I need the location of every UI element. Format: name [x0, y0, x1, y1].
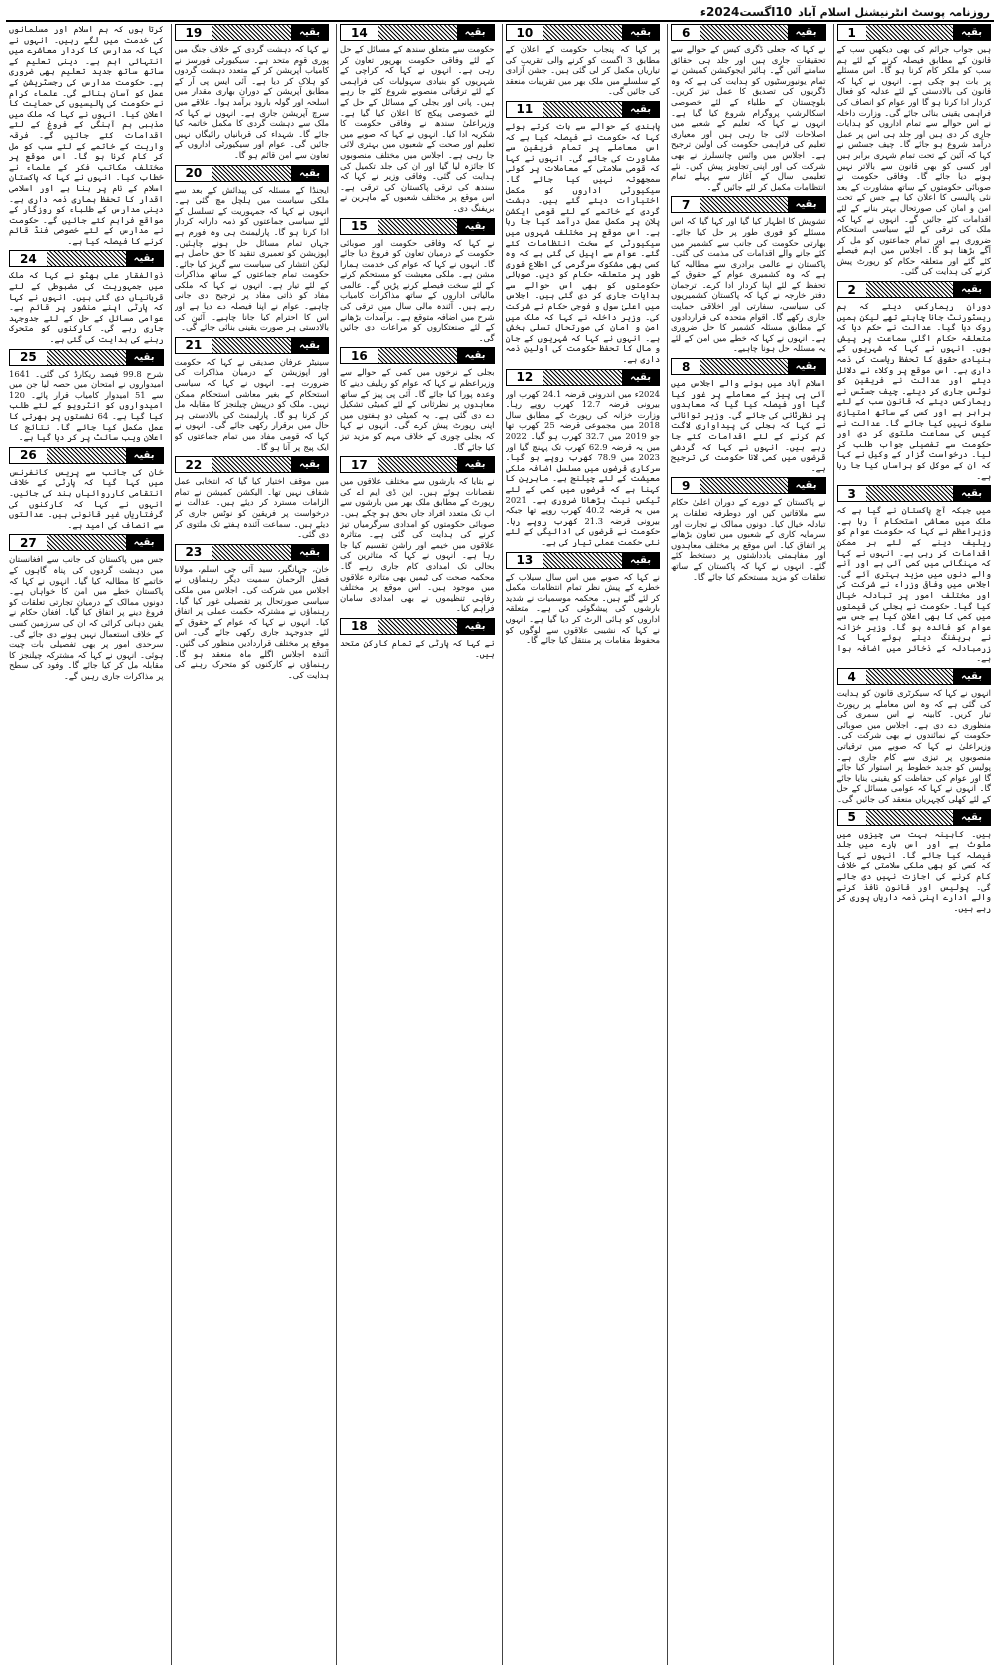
- continuation-label: بقیہ: [126, 251, 163, 266]
- continuation-header: [9, 534, 164, 551]
- continuation-header: [175, 24, 330, 41]
- column: [502, 24, 664, 1665]
- header-rule: [378, 25, 457, 40]
- continuation-number: 20: [176, 166, 213, 181]
- continuation-block: [340, 618, 495, 659]
- header-rule: [212, 457, 291, 472]
- continuation-label: بقیہ: [622, 102, 659, 117]
- header-rule: [378, 619, 457, 634]
- continuation-label: بقیہ: [622, 553, 659, 568]
- continuation-number: 15: [341, 219, 378, 234]
- continuation-block: [837, 281, 992, 481]
- header-rule: [47, 535, 126, 550]
- continuation-label: بقیہ: [622, 25, 659, 40]
- continuation-number: 11: [507, 102, 544, 117]
- header-rule: [543, 370, 622, 385]
- article-text: خان کی جانب سے پریس کانفرنس میں کہا گیا کہ پارٹی کے خلاف انتقامی کارروائیاں بند کی جائیں۔ انہوں نے کہا کہ کارکنوں کی گرفتاریاں غیر قانونی ہیں۔ عدالتوں سے انصاف کی امید ہے۔: [9, 466, 164, 530]
- article-text: اسلام آباد میں ہونے والے اجلاس میں آئی پی پیز کے معاملے پر غور کیا گیا اور فیصلہ کیا گیا کہ معاہدوں پر نظرثانی کی جائے گی۔ وزیر توانائی نے کہا کہ بجلی کی پیداواری لاگت کم کرنے کے لئے اقدامات کئے جا رہے ہیں۔ انہوں نے کہا کہ گردشی قرضوں میں کمی لانا حکومت کی ترجیح ہے۔: [671, 378, 826, 473]
- continuation-header: [837, 485, 992, 502]
- continuation-header: [9, 250, 164, 267]
- continuation-number: 21: [176, 338, 213, 353]
- continuation-header: [340, 24, 495, 41]
- continuation-number: 19: [176, 25, 213, 40]
- column: [667, 24, 829, 1665]
- article-columns: [6, 24, 994, 1665]
- continuation-header: [671, 196, 826, 213]
- continuation-block: [9, 534, 164, 681]
- continuation-header: [506, 101, 661, 118]
- continuation-block: [175, 544, 330, 681]
- continuation-number: 23: [176, 545, 213, 560]
- continuation-label: بقیہ: [291, 166, 328, 181]
- masthead: [6, 4, 994, 22]
- continuation-block: [671, 24, 826, 192]
- article-text: نے کہا کہ جعلی ڈگری کیس کے حوالے سے تحقیقات جاری ہیں اور جلد ہی حقائق سامنے آئیں گے۔ ہائیر ایجوکیشن کمیشن نے تمام یونیورسٹیوں کو ہدایت کی ہے کہ وہ ڈگریوں کی تصدیق کا عمل تیز کریں۔ بلوچستان کے طلباء کے لئے خصوصی اسکالرشپ پروگرام شروع کیا گیا ہے۔ انہوں نے کہا کہ تعلیم کے شعبے میں اصلاحات لائی جا رہی ہیں اور معیاری تعلیم کی فراہمی حکومت کی اولین ترجیح ہے۔ اجلاس میں وائس چانسلرز نے بھی شرکت کی اور اپنی تجاویز پیش کیں۔ نئے تعلیمی سال کے آغاز سے پہلے تمام انتظامات مکمل کر لئے جائیں گے۔: [671, 44, 826, 192]
- continuation-number: 14: [341, 25, 378, 40]
- continuation-label: بقیہ: [457, 25, 494, 40]
- column: [833, 24, 995, 1665]
- continuation-number: 9: [672, 478, 700, 493]
- header-rule: [866, 486, 953, 501]
- header-rule: [378, 348, 457, 363]
- continuation-block: [671, 358, 826, 473]
- header-rule: [543, 25, 622, 40]
- continuation-block: [837, 24, 992, 277]
- header-rule: [700, 478, 787, 493]
- article-text: نے کہا کہ دہشت گردی کے خلاف جنگ میں پوری قوم متحد ہے۔ سیکیورٹی فورسز نے کامیاب آپریشن کر کے متعدد دہشت گردوں کو ہلاک کر دیا ہے۔ آئی ایس پی آر کے مطابق آپریشن کے دوران بھاری مقدار میں اسلحہ اور گولہ بارود برآمد ہوا۔ علاقے میں سرچ آپریشن جاری ہے۔ انہوں نے کہا کہ ملک سے دہشت گردی کا مکمل خاتمہ کیا جائے گا۔ شہداء کی قربانیاں رائیگاں نہیں جائیں گی۔ عوام اور سیکیورٹی اداروں کے تعاون سے امن قائم ہو گا۔: [174, 44, 329, 160]
- article-text: ذوالفقار علی بھٹو نے کہا کہ ملک میں جمہوریت کی مضبوطی کے لئے قربانیاں دی گئی ہیں۔ انہوں نے کہا کہ پارٹی اپنے منشور پر قائم ہے۔ عوامی مسائل کے حل کے لئے جدوجہد جاری رہے گی۔ کارکنوں کو متحرک رہنے کی ہدایت کی گئی ہے۔: [9, 270, 164, 345]
- article-text: نے کہا کہ پارٹی کے تمام کارکن متحد ہیں۔: [340, 637, 495, 659]
- continuation-header: [506, 24, 661, 41]
- continuation-label: بقیہ: [126, 448, 163, 463]
- continuation-block: [837, 668, 992, 805]
- article-text: شرح 99.8 فیصد ریکارڈ کی گئی۔ 1641 امیدواروں نے امتحان میں حصہ لیا جن میں سے 51 امیدوار کامیاب قرار پائے۔ 120 امیدواروں کو انٹرویو کے لئے طلب کیا گیا ہے۔ 64 نشستوں پر بھرتی کا عمل مکمل کیا جائے گا۔ نتائج کا اعلان ویب سائٹ پر کر دیا گیا ہے۔: [9, 368, 164, 443]
- article-text: ہیں۔ کابینہ بہت سی چیزوں میں ملوث ہے اور اس بارے میں جلد فیصلہ کیا جائے گا۔ انہوں نے کہا کہ کسی کو بھی ملکی سلامتی کے خلاف کام کرنے کی اجازت نہیں دی جائے گی۔ پولیس اور قانون نافذ کرنے والے ادارے اپنی ذمہ داریاں پوری کر رہے ہیں۔: [836, 828, 991, 913]
- article-text: دوران ریمارکس دیئے کہ ہم ریسٹورنٹ جانا چاہتے تھے لیکن ہمیں روک دیا گیا۔ عدالت نے حکم دیا کہ متعلقہ حکام اگلی سماعت پر پیش ہوں۔ انہوں نے کہا کہ شہریوں کے بنیادی حقوق کا تحفظ ریاست کی ذمہ داری ہے۔ اس موقع پر وکلاء نے دلائل دیئے اور عدالت نے فریقین کو نوٹس جاری کر دیئے۔ چیف جسٹس نے ریمارکس دیئے کہ قانون سب کے لئے برابر ہے اور کسی کے ساتھ امتیازی سلوک نہیں کیا جائے گا۔ عدالت نے کیس کی سماعت ملتوی کر دی اور حکومت سے تفصیلی جواب طلب کر لیا۔ درخواست گزار کے وکیل نے کہا کہ ان کے موکل کو ہراساں کیا جا رہا ہے۔: [836, 301, 991, 481]
- continuation-number: 16: [341, 348, 378, 363]
- continuation-number: 24: [10, 251, 47, 266]
- continuation-number: 12: [507, 370, 544, 385]
- continuation-number: 27: [10, 535, 47, 550]
- continuation-block: [175, 165, 330, 333]
- header-rule: [47, 251, 126, 266]
- header-rule: [866, 810, 953, 825]
- continuation-block: [506, 369, 661, 548]
- continuation-header: [175, 544, 330, 561]
- continuation-label: بقیہ: [291, 545, 328, 560]
- article-text: پابندی کے حوالے سے بات کرتے ہوئے کہا کہ حکومت نے فیصلہ کیا ہے کہ اس معاملے پر تمام فریقین سے مشاورت کی جائے گی۔ انہوں نے کہا کہ قومی سلامتی کے معاملات پر کوئی سمجھوتہ نہیں کیا جائے گا۔ سیکیورٹی اداروں کو مکمل اختیارات دیئے گئے ہیں۔ دہشت گردی کے خاتمے کے لئے قومی ایکشن پلان پر مکمل عمل درآمد کیا جا رہا ہے۔ اس موقع پر مختلف شہروں میں سیکیورٹی کے سخت انتظامات کئے گئے۔ عوام سے اپیل کی گئی ہے کہ وہ کسی بھی مشکوک سرگرمی کی اطلاع فوری طور پر متعلقہ حکام کو دیں۔ صوبائی حکومتوں کو بھی اس حوالے سے ہدایات جاری کر دی گئی ہیں۔ اجلاس میں اعلیٰ سول و فوجی حکام نے شرکت کی۔ وزیر داخلہ نے کہا کہ ملک میں امن و امان کی صورتحال تسلی بخش ہے۔ انہوں نے کہا کہ شہریوں کے جان و مال کا تحفظ حکومت کی اولین ذمہ داری ہے۔: [505, 120, 660, 365]
- continuation-header: [506, 552, 661, 569]
- header-rule: [378, 219, 457, 234]
- continuation-number: 22: [176, 457, 213, 472]
- article-text: ایجنڈا کے مسئلہ کی پیدائش کے بعد سے ملکی سیاست میں ہلچل مچ گئی ہے۔ انہوں نے کہا کہ جمہوریت کے تسلسل کے لئے سیاسی جماعتوں کو ذمہ دارانہ کردار ادا کرنا ہو گا۔ پارلیمنٹ ہی وہ فورم ہے جہاں تمام مسائل حل ہونے چاہئیں۔ اپوزیشن کو تعمیری تنقید کا حق حاصل ہے لیکن انتشار کی سیاست سے گریز کیا جائے۔ حکومت تمام جماعتوں کے ساتھ مذاکرات کے لئے تیار ہے۔ انہوں نے کہا کہ ملکی مفاد کو ذاتی مفاد پر ترجیح دی جانی چاہیے۔ عوام نے اپنا فیصلہ دے دیا ہے اور اس کا احترام کیا جانا چاہیے۔ آئین کی بالادستی ہر صورت یقینی بنائی جائے گی۔: [174, 184, 329, 333]
- header-rule: [700, 359, 787, 374]
- continuation-header: [671, 24, 826, 41]
- article-text: تشویش کا اظہار کیا گیا اور کہا گیا کہ اس مسئلے کو فوری طور پر حل کیا جائے۔ بھارتی حکومت کی جانب سے کشمیر میں کئے جانے والے اقدامات کی مذمت کی گئی۔ پاکستان نے عالمی برادری سے مطالبہ کیا ہے کہ وہ کشمیری عوام کے حقوق کے تحفظ کے لئے اپنا کردار ادا کرے۔ ترجمان دفتر خارجہ نے کہا کہ پاکستان کشمیریوں کی سیاسی، سفارتی اور اخلاقی حمایت جاری رکھے گا۔ اقوام متحدہ کی قراردادوں کے مطابق مسئلہ کشمیر کا حل ضروری ہے۔ انہوں نے کہا کہ خطے میں امن کے لئے یہ مسئلہ حل ہونا چاہیے۔: [671, 216, 826, 354]
- continuation-label: بقیہ: [953, 25, 990, 40]
- continuation-label: بقیہ: [457, 348, 494, 363]
- header-rule: [47, 448, 126, 463]
- article-text: کرتا ہوں کہ ہم اسلام اور مسلمانوں کی خدمت میں لگے رہیں۔ انہوں نے کہا کہ مدارس کا کردار معاشرے میں انتہائی اہم ہے۔ دینی تعلیم کے ساتھ ساتھ جدید تعلیم بھی ضروری ہے۔ حکومت مدارس کی رجسٹریشن کے عمل کو آسان بنائے گی۔ علماء کرام نے حکومت کی پالیسیوں کی حمایت کا اعلان کیا۔ انہوں نے کہا کہ ملک میں مذہبی ہم آہنگی کے فروغ کے لئے اقدامات کئے جائیں گے۔ فرقہ واریت کے خاتمے کے لئے سب کو مل کر کام کرنا ہو گا۔ اس موقع پر مختلف مکاتب فکر کے علماء نے خطاب کیا۔ انہوں نے کہا کہ پاکستان اسلام کے نام پر بنا ہے اور اسلامی اقدار کا تحفظ ہماری ذمہ داری ہے۔ دینی مدارس کے طلباء کو روزگار کے مواقع فراہم کئے جائیں گے۔ حکومت نے مدارس کے لئے خصوصی فنڈ قائم کرنے کا فیصلہ کیا ہے۔: [9, 24, 164, 246]
- continuation-label: بقیہ: [788, 197, 825, 212]
- continuation-block: [837, 485, 992, 664]
- continuation-number: 13: [507, 553, 544, 568]
- continuation-label: بقیہ: [126, 535, 163, 550]
- continuation-label: بقیہ: [788, 478, 825, 493]
- continuation-header: [837, 24, 992, 41]
- continuation-number: 26: [10, 448, 47, 463]
- article-text: میں موقف اختیار کیا گیا کہ انتخابی عمل شفاف نہیں تھا۔ الیکشن کمیشن نے تمام الزامات مسترد کر دیئے ہیں۔ عدالت نے درخواست پر فریقین کو نوٹس جاری کر دیئے ہیں۔ سماعت آئندہ ہفتے تک ملتوی کر دی گئی۔: [174, 476, 329, 540]
- continuation-header: [837, 668, 992, 685]
- continuation-number: 3: [838, 486, 866, 501]
- article-text: پر کہا کہ پنجاب حکومت کے اعلان کے مطابق 3 اگست کو کرنے والی تقریب کی تیاریاں مکمل کر لی گئی ہیں۔ جشن آزادی کے سلسلے میں ملک بھر میں تقریبات منعقد کی جائیں گی۔: [505, 44, 660, 97]
- continuation-header: [340, 456, 495, 473]
- continuation-block: [340, 347, 495, 452]
- continuation-number: 6: [672, 25, 700, 40]
- column: [6, 24, 167, 1665]
- continuation-block: [671, 477, 826, 582]
- article-text: ہیں جواب جرائم کی بھی دیکھیں سب کے قانون کے مطابق فیصلہ کرنے کے لئے ہم سب کو ملکر کام کرنا ہو گا۔ اس مسئلے پر بات ہو چکی ہے۔ انہوں نے کہا کہ قانون کی بالادستی کے لئے عدلیہ کو فعال کردار ادا کرنا ہو گا اور عوام کو انصاف کی فراہمی یقینی بنائی جائے گی۔ وزارت داخلہ نے اس حوالے سے تمام اداروں کو ہدایات جاری کر دی ہیں اور جلد ہی اس پر عمل درآمد شروع ہو جائے گا۔ چیف جسٹس نے کہا کہ آئین کے تحت تمام شہری برابر ہیں اور کسی کو بھی قانون سے بالاتر نہیں ہونے دیا جائے گا۔ وفاقی حکومت نے صوبائی حکومتوں کے ساتھ مشاورت کے بعد نئی پالیسی کا اعلان کیا ہے جس کے تحت امن و امان کی صورتحال بہتر بنانے کے لئے اقدامات کئے جائیں گے۔ انہوں نے کہا کہ ملک کی ترقی کے لئے سیاسی استحکام ضروری ہے اور تمام جماعتوں کو مل کر آگے بڑھنا ہو گا۔ اجلاس میں اہم فیصلے کئے گئے اور متعلقہ حکام کو رپورٹ پیش کرنے کی ہدایت کی گئی۔: [836, 44, 991, 277]
- article-text: حکومت سے متعلق سندھ کے مسائل کے حل کے لئے وفاقی حکومت بھرپور تعاون کر رہی ہے۔ انہوں نے کہا کہ کراچی کے شہریوں کو بنیادی سہولیات کی فراہمی کے لئے ترقیاتی منصوبے شروع کئے جا رہے ہیں۔ پانی اور بجلی کے مسائل کے حل کے لئے خصوصی پیکج کا اعلان کیا گیا ہے۔ وزیراعلیٰ سندھ نے وفاقی حکومت کا شکریہ ادا کیا۔ انہوں نے کہا کہ صوبے میں تعلیم اور صحت کے شعبوں میں بہتری لائی جا رہی ہے۔ اجلاس میں مختلف منصوبوں کا جائزہ لیا گیا اور ان کی جلد تکمیل کی ہدایت کی گئی۔ وفاقی وزیر نے کہا کہ سندھ کی ترقی پاکستان کی ترقی ہے۔ اس موقع پر مختلف شعبوں کے ماہرین نے بریفنگ دی۔: [340, 44, 495, 213]
- header-rule: [47, 350, 126, 365]
- article-text: سینیٹر عرفان صدیقی نے کہا کہ حکومت اور اپوزیشن کے درمیان مذاکرات کی ضرورت ہے۔ انہوں نے کہا کہ سیاسی استحکام کے بغیر معاشی استحکام ممکن نہیں۔ ملک کو درپیش چیلنجز کا مقابلہ مل کر کرنا ہو گا۔ پارلیمنٹ کی بالادستی ہر حال میں برقرار رکھی جائے گی۔ انہوں نے کہا کہ قومی مفاد میں تمام جماعتوں کو ایک پیج پر آنا ہو گا۔: [174, 356, 329, 452]
- article-text: نے پاکستان کے دورے کے دوران اعلیٰ حکام سے ملاقاتیں کیں اور دوطرفہ تعلقات پر تبادلہ خیال کیا۔ دونوں ممالک نے تجارت اور سرمایہ کاری کے شعبوں میں تعاون بڑھانے پر اتفاق کیا۔ اس موقع پر مختلف معاہدوں اور مفاہمتی یادداشتوں پر دستخط کئے گئے۔ انہوں نے کہا کہ پاکستان کے ساتھ تعلقات کو مزید مستحکم کیا جائے گا۔: [671, 497, 826, 582]
- article-text: نے کہا کہ صوبے میں اس سال سیلاب کے خطرے کے پیش نظر تمام انتظامات مکمل کر لئے گئے ہیں۔ محکمہ موسمیات نے شدید بارشوں کی پیشگوئی کی ہے۔ متعلقہ اداروں کو ہائی الرٹ کر دیا گیا ہے۔ انہوں نے کہا کہ نشیبی علاقوں سے لوگوں کو محفوظ مقامات پر منتقل کیا جائے گا۔: [505, 571, 660, 646]
- continuation-label: بقیہ: [457, 457, 494, 472]
- continuation-header: [175, 456, 330, 473]
- header-rule: [212, 25, 291, 40]
- article-text: انہوں نے کہا کہ سیکرٹری قانون کو ہدایت کی گئی ہے کہ وہ اس معاملے پر رپورٹ تیار کریں۔ کابینہ نے اس سمری کی منظوری دے دی ہے۔ اجلاس میں صوبائی حکومت کے نمائندوں نے بھی شرکت کی۔ وزیراعلیٰ نے کہا کہ صوبے میں ترقیاتی منصوبوں پر تیزی سے کام جاری ہے۔ پولیس کو جدید خطوط پر استوار کیا جائے گا اور عوام کی حفاظت کو یقینی بنایا جائے گا۔ انہوں نے کہا کہ عوامی مسائل کے حل کے لئے کھلی کچہریاں منعقد کی جائیں گی۔: [836, 688, 991, 804]
- continuation-number: 18: [341, 619, 378, 634]
- continuation-label: بقیہ: [953, 810, 990, 825]
- continuation-header: [837, 809, 992, 826]
- continuation-label: بقیہ: [457, 219, 494, 234]
- article-text: بجلی کے نرخوں میں کمی کے حوالے سے وزیراعظم نے کہا کہ عوام کو ریلیف دینے کا وعدہ پورا کیا جائے گا۔ آئی پی پیز کے ساتھ معاہدوں پر نظرثانی کے لئے کمیٹی تشکیل دے دی گئی ہے۔ یہ کمیٹی دو ہفتوں میں اپنی رپورٹ پیش کرے گی۔ انہوں نے کہا کہ بجلی چوری کے خلاف مہم کو مزید تیز کیا جائے گا۔: [340, 367, 495, 452]
- continuation-number: 17: [341, 457, 378, 472]
- continuation-block: [9, 447, 164, 531]
- continuation-number: 1: [838, 25, 866, 40]
- continuation-number: 5: [838, 810, 866, 825]
- continuation-block: [9, 250, 164, 344]
- continuation-block: [175, 24, 330, 161]
- continuation-label: بقیہ: [788, 25, 825, 40]
- header-rule: [212, 166, 291, 181]
- article-text: میں جبکہ آج پاکستان نے گیا ہے کہ ملک میں معاشی استحکام آ رہا ہے۔ وزیراعظم نے کہا کہ حکومت عوام کو ریلیف دینے کے لئے ہر ممکن اقدامات کر رہی ہے۔ انہوں نے کہا کہ مہنگائی میں کمی آئی ہے اور آنے والے دنوں میں مزید بہتری آئے گی۔ اجلاس میں وفاقی وزراء نے شرکت کی اور مختلف امور پر تبادلہ خیال کیا گیا۔ حکومت نے بجلی کی قیمتوں میں کمی کا بھی اعلان کیا ہے جس سے عوام کو فائدہ ہو گا۔ وزیر خزانہ نے بریفنگ دیتے ہوئے کہا کہ زرمبادلہ کے ذخائر میں اضافہ ہوا ہے۔: [836, 505, 991, 664]
- continuation-number: 7: [672, 197, 700, 212]
- continuation-number: 4: [838, 669, 866, 684]
- article-text: خان، جہانگیر، سید آئی جی اسلم، مولانا فضل الرحمان سمیت دیگر رہنماؤں نے اجلاس میں شرکت کی۔ اجلاس میں ملکی سیاسی صورتحال پر تفصیلی غور کیا گیا۔ رہنماؤں نے مشترکہ حکمت عملی پر اتفاق کیا۔ انہوں نے کہا کہ عوام کے حقوق کے لئے جدوجہد جاری رکھی جائے گی۔ اس موقع پر مختلف قراردادیں منظور کی گئیں۔ آئندہ اجلاس اگلے ماہ منعقد ہو گا۔ رہنماؤں نے کارکنوں کو متحرک رہنے کی ہدایت کی۔: [174, 563, 329, 680]
- header-rule: [543, 102, 622, 117]
- column: [171, 24, 333, 1665]
- continuation-block: [340, 24, 495, 214]
- continuation-block: [340, 218, 495, 344]
- continuation-header: [671, 477, 826, 494]
- masthead-title: روزنامہ پوسٹ انٹرنیشنل اسلام آباد: [798, 5, 990, 19]
- continuation-header: [340, 347, 495, 364]
- continuation-block: [506, 24, 661, 97]
- continuation-header: [340, 218, 495, 235]
- continuation-block: [175, 456, 330, 540]
- continuation-header: [340, 618, 495, 635]
- continuation-header: [175, 165, 330, 182]
- article-text: نے بتایا کہ بارشوں سے مختلف علاقوں میں نقصانات ہوئے ہیں۔ این ڈی ایم اے کی رپورٹ کے مطابق ملک بھر میں بارشوں سے اب تک متعدد افراد جاں بحق ہو چکے ہیں۔ صوبائی حکومتوں کو امدادی سرگرمیاں تیز کرنے کی ہدایت کی گئی ہے۔ متاثرہ علاقوں میں خیمے اور راشن تقسیم کیا جا رہا ہے۔ انہوں نے کہا کہ متاثرین کی بحالی تک امدادی کام جاری رہے گا۔ محکمہ صحت کی ٹیمیں بھی متاثرہ علاقوں میں موجود ہیں۔ اس موقع پر مختلف رفاہی تنظیموں نے بھی امدادی سامان فراہم کیا۔: [340, 476, 495, 614]
- continuation-label: بقیہ: [788, 359, 825, 374]
- header-rule: [543, 553, 622, 568]
- header-rule: [212, 545, 291, 560]
- column: [336, 24, 498, 1665]
- continuation-number: 25: [10, 350, 47, 365]
- continuation-label: بقیہ: [291, 338, 328, 353]
- continuation-block: [506, 552, 661, 646]
- continuation-header: [837, 281, 992, 298]
- article-text: 2024ء میں اندرونی قرضہ 24.1 کھرب اور بیرونی قرضہ 12.7 کھرب روپے رہا۔ وزارت خزانہ کی رپورٹ کے مطابق سال 2018 میں مجموعی قرضہ 25 کھرب تھا جو 2019 میں 32.7 کھرب ہو گیا۔ 2022 میں یہ قرضہ 62.9 کھرب تک پہنچ گیا اور 2023 میں 78.9 کھرب روپے ہو گیا۔ سرکاری قرضوں میں مسلسل اضافہ ملکی معیشت کے لئے چیلنج ہے۔ ماہرین کا کہنا ہے کہ قرضوں میں کمی کے لئے ٹیکس نیٹ بڑھانا ضروری ہے۔ 2021 میں یہ قرضہ 40.2 کھرب روپے تھا جبکہ بیرونی قرضہ 21.3 کھرب روپے رہا۔ حکومت نے قرضوں کی ادائیگی کے لئے نئی حکمت عملی تیار کی ہے۔: [505, 388, 660, 547]
- continuation-number: 8: [672, 359, 700, 374]
- continuation-header: [175, 337, 330, 354]
- continuation-header: [506, 369, 661, 386]
- continuation-label: بقیہ: [291, 25, 328, 40]
- continuation-header: [671, 358, 826, 375]
- continuation-number: 10: [507, 25, 544, 40]
- continuation-label: بقیہ: [953, 282, 990, 297]
- continuation-label: بقیہ: [622, 370, 659, 385]
- continuation-label: بقیہ: [457, 619, 494, 634]
- continuation-block: [671, 196, 826, 354]
- header-rule: [700, 197, 787, 212]
- continuation-block: [340, 456, 495, 614]
- continuation-block: [9, 349, 164, 443]
- header-rule: [700, 25, 787, 40]
- continuation-header: [9, 349, 164, 366]
- continuation-label: بقیہ: [953, 486, 990, 501]
- continuation-block: [9, 24, 164, 246]
- header-rule: [212, 338, 291, 353]
- continuation-header: [9, 447, 164, 464]
- continuation-block: [837, 809, 992, 914]
- continuation-number: 2: [838, 282, 866, 297]
- header-rule: [866, 282, 953, 297]
- continuation-block: [506, 101, 661, 365]
- article-text: نے کہا کہ وفاقی حکومت اور صوبائی حکومت کے درمیان تعاون کو فروغ دیا جائے گا۔ انہوں نے کہا کہ عوام کی خدمت ہمارا مشن ہے۔ ملکی معیشت کو مستحکم کرنے کے لئے سخت فیصلے کرنے پڑیں گے۔ عالمی مالیاتی اداروں کے ساتھ مذاکرات کامیاب رہے ہیں۔ آئندہ مالی سال میں ترقی کی شرح میں اضافہ متوقع ہے۔ برآمدات بڑھانے کے لئے صنعتکاروں کو مراعات دی جائیں گی۔: [340, 237, 495, 343]
- header-rule: [866, 669, 953, 684]
- header-rule: [378, 457, 457, 472]
- continuation-label: بقیہ: [291, 457, 328, 472]
- header-rule: [866, 25, 953, 40]
- continuation-label: بقیہ: [126, 350, 163, 365]
- continuation-label: بقیہ: [953, 669, 990, 684]
- masthead-date: 10اگست2024ء: [699, 5, 793, 19]
- continuation-block: [175, 337, 330, 452]
- article-text: جس میں پاکستان کی جانب سے افغانستان میں دہشت گردوں کی پناہ گاہوں کے خاتمے کا مطالبہ کیا گیا۔ انہوں نے کہا کہ پاکستان خطے میں امن کا خواہاں ہے۔ دونوں ممالک کے درمیان تجارتی تعلقات کو فروغ دینے پر اتفاق کیا گیا۔ افغان حکام نے یقین دہانی کرائی کہ ان کی سرزمین کسی کے خلاف استعمال نہیں ہونے دی جائے گی۔ سرحدی امور پر بھی تفصیلی بات چیت ہوئی۔ انہوں نے کہا کہ مشترکہ چیلنجز کا مقابلہ مل کر کیا جائے گا۔ وفود کی سطح پر مذاکرات جاری رہیں گے۔: [9, 554, 164, 681]
